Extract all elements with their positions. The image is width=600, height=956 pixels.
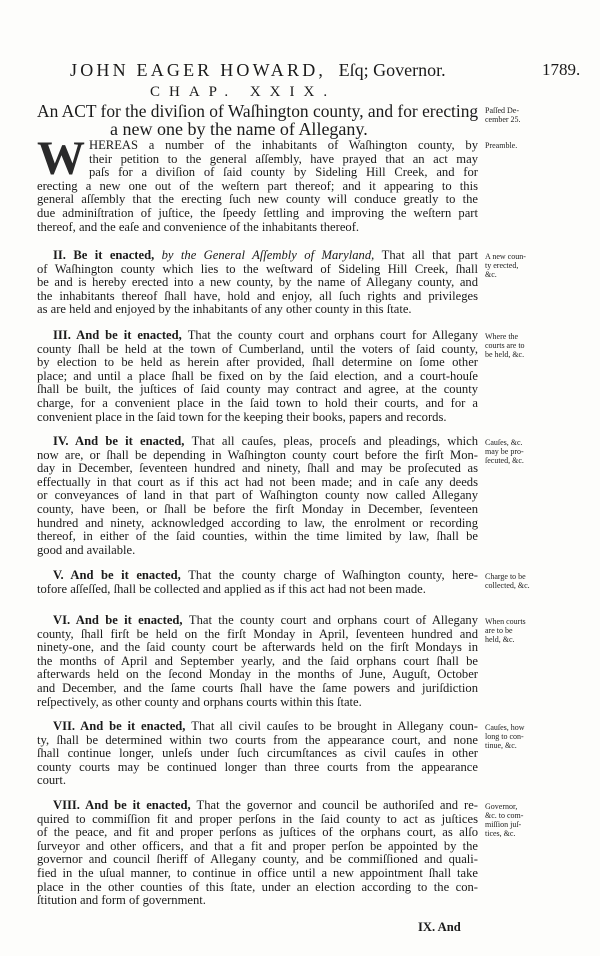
text-line: and December, and the ſame courts ſhall have the ſame powers and juriſdiction: [37, 680, 478, 695]
text-line: II. Be it enacted, by the General Aſſembly of Maryland, That all that part: [53, 248, 478, 262]
margin-note-causes-prosecuted: [485, 438, 575, 465]
chapter-heading: CHAP. XXIX.: [150, 84, 337, 100]
text-line: the inhabitants thereof ſhall have, hold and enjoy, all ſuch rights and privileges: [37, 288, 478, 303]
text-line: thereof, and the eaſe and convenience of the inhabitants thereof.: [37, 219, 360, 234]
text-line: charge, for a convenient place in the ſaid town to hold their courts, and for a: [37, 395, 478, 410]
text-line: ty, ſhall be determined within two courts from the appearance court, and none: [37, 732, 478, 747]
margin-note-line: ſecuted, &c.: [485, 456, 524, 465]
margin-note-line: miſſion juſ-: [485, 820, 522, 829]
margin-note-passed: [485, 106, 575, 124]
text-line: IV. And be it enacted, That all cauſes, pleas, proceſs and pleadings, which: [53, 434, 479, 448]
text-line: county, ſhall firſt be held on the firſt Monday in April, ſeventeen hundred and: [37, 626, 478, 641]
act-title-line-2: a new one by the name of Allegany.: [110, 119, 368, 139]
text-line: of the peace, and fit and proper perſons as juſtices of the orphans court, as alſo: [37, 825, 478, 840]
margin-note-new-county: [485, 252, 575, 279]
margin-note-when-courts: [485, 617, 575, 644]
margin-note-line: Governor,: [485, 802, 518, 811]
enacting-clause: II. Be it enacted,: [53, 248, 162, 262]
margin-note-line: Paſſed De-: [485, 106, 519, 115]
margin-note-line: held, &c.: [485, 635, 515, 644]
text-line: the months of April and September yearly, and the ſaid orphans court ſhall be: [37, 653, 478, 668]
text-line: general aſſembly that the erecting ſuch new county will conduce greatly to the: [37, 192, 478, 207]
text-line: VIII. And be it enacted, That the governor and council be authoriſed and re-: [53, 798, 478, 812]
margin-note-line: Cauſes, how: [485, 723, 525, 732]
text-line: by election to be held as herein after provided, ſhall determine on ſome other: [37, 355, 478, 370]
text-line: ſurveyor and other officers, and that a fit and proper perſon be appointed by the: [37, 838, 478, 853]
governor-title: Eſq; Governor.: [338, 60, 446, 80]
text-line: county courts may be continued longer than three courts from the appearance: [37, 759, 478, 774]
text-line: good and available.: [37, 542, 136, 557]
text-line: effectually in that court as if this act had not been made; and in caſe any deeds: [37, 474, 478, 489]
margin-note-line: &c.: [485, 270, 497, 279]
enacting-clause: VIII. And be it enacted,: [53, 798, 197, 812]
text-line: due adminiſtration of juſtice, the ſpeedy ſettling and improving the weſtern part: [37, 205, 478, 220]
paragraph-preamble: [37, 132, 478, 234]
text-line: governor and council ſheriff of Allegany county, and be commiſſioned and quali-: [37, 852, 478, 867]
enacting-clause: IV. And be it enacted,: [53, 434, 192, 448]
text-line: ninety-one, and the ſaid county court be afterwards held on the firſt Mondays in: [37, 640, 478, 655]
text-line: their petition to the general aſſembly, have prayed that an act may: [89, 151, 478, 166]
text-line: VI. And be it enacted, That the county court and orphans court of Allegany: [53, 613, 478, 627]
margin-note-line: Preamble.: [485, 141, 518, 150]
text-line: paſs for a diviſion of ſaid county by Sideling Hill Creek, and for: [89, 165, 478, 180]
margin-note-line: may be pro-: [485, 447, 524, 456]
margin-note-preamble: [485, 141, 575, 150]
text-line: convenient place in the ſaid town for the keeping their books, papers and records.: [37, 409, 447, 424]
running-header: [70, 60, 581, 81]
text-line: reſpectively, as other county and orphans courts within this ſtate.: [37, 694, 362, 709]
text-line: as are held and enjoyed by the inhabitants of any other county in this ſtate.: [37, 302, 412, 317]
text-line: afterwards held on the ſecond Monday in the months of June, Auguſt, October: [37, 667, 478, 682]
text-line: be and is hereby erected into a new county, by the name of Allegany county, and: [37, 275, 478, 290]
enacting-clause: III. And be it enacted,: [53, 328, 188, 342]
margin-note-line: cember 25.: [485, 115, 521, 124]
governor-name: JOHN EAGER HOWARD,: [70, 60, 327, 80]
margin-note-courts-held: [485, 332, 575, 359]
margin-note-line: A new coun-: [485, 252, 526, 261]
text-line: of Waſhington county which lies to the weſtward of Sideling Hill Creek, ſhall: [37, 261, 478, 276]
margin-note-line: courts are to: [485, 341, 525, 350]
drop-cap: W: [37, 132, 85, 185]
margin-note-line: Where the: [485, 332, 519, 341]
text-line: ſtitution and form of government.: [37, 893, 206, 908]
enacting-clause: VII. And be it enacted,: [53, 719, 192, 733]
text-line: county, have been, or ſhall be before the firſt Monday in December, ſeventeen: [37, 501, 478, 516]
italic-clause: by the General Aſſembly of Maryland,: [161, 248, 382, 262]
margin-note-line: ty erected,: [485, 261, 519, 270]
text-line: thereof, in either of the ſaid counties, within the time limited by law, ſhall be: [37, 529, 478, 544]
margin-note-governor: [485, 802, 575, 838]
margin-note-line: tices, &c.: [485, 829, 516, 838]
margin-note-line: tinue, &c.: [485, 741, 517, 750]
text-line: VII. And be it enacted, That all civil cauſes to be brought in Allegany coun-: [53, 719, 478, 733]
text-line: fied in the uſual manner, to continue in office until a new appointment ſhall take: [37, 865, 478, 880]
paragraph-section-7: [37, 720, 478, 788]
margin-note-line: long to con-: [485, 732, 524, 741]
margin-note-line: Cauſes, &c.: [485, 438, 523, 447]
text-line: or conveyances of land in that part of Waſhington county now called Allegany: [37, 488, 478, 503]
text-line: erecting a new one out of the weſtern part thereof; and it appearing to this: [37, 178, 478, 193]
text-line: court.: [37, 773, 67, 788]
text-line: quired to commiſſion fit and proper perſons in the ſaid county to act as juſtices: [37, 811, 478, 826]
text-line: V. And be it enacted, That the county charge of Waſhington county, here-: [53, 568, 478, 582]
page-year: 1789.: [542, 60, 581, 79]
paragraph-section-3: [37, 329, 478, 424]
text-line: place; and until a place ſhall be fixed on by the ſaid election, and a court-houſe: [37, 368, 478, 383]
margin-note-charge: [485, 572, 575, 590]
text-line: HEREAS a number of the inhabitants of Waſhington county, by: [89, 138, 478, 152]
margin-note-line: be held, &c.: [485, 350, 525, 359]
text-line: place in the other counties of this ſtate, under an election according to the con-: [37, 879, 478, 894]
margin-note-line: are to be: [485, 626, 513, 635]
text-line: ſhall be built, the juſtices of ſaid county may contract and agree, at the county: [37, 382, 478, 397]
margin-note-line: collected, &c.: [485, 581, 530, 590]
catchword: IX. And: [418, 920, 461, 934]
act-title-line-1: An ACT for the diviſion of Waſhington county, and for erecting: [37, 101, 479, 121]
margin-note-line: When courts: [485, 617, 526, 626]
margin-note-causes-continue: [485, 723, 575, 750]
paragraph-section-5: [37, 569, 478, 596]
margin-note-line: Charge to be: [485, 572, 526, 581]
text-line: county ſhall be held at the town of Cumberland, until the voters of ſaid county,: [37, 341, 478, 356]
enacting-clause: V. And be it enacted,: [53, 568, 189, 582]
text-line: day in December, ſeventeen hundred and ninety, ſhall and may be proſecuted as: [37, 461, 478, 476]
text-line: III. And be it enacted, That the county court and orphans court for Allegany: [53, 328, 478, 342]
enacting-clause: VI. And be it enacted,: [53, 613, 189, 627]
text-line: now are, or ſhall be depending in Waſhington county court before the firſt Mon-: [37, 447, 478, 462]
paragraph-section-4: [37, 435, 478, 557]
text-line: ſhall continue longer, unleſs under ſuch circumſtances as civil cauſes in other: [37, 746, 478, 761]
paragraph-section-8: [37, 799, 478, 908]
text-line: hundred and ninety, acknowledged according to law, the enrolment or recording: [37, 515, 478, 530]
paragraph-section-6: [37, 614, 478, 709]
margin-note-line: &c. to com-: [485, 811, 524, 820]
paragraph-section-2: [37, 249, 478, 317]
text-line: tofore aſſeſſed, ſhall be collected and applied as if this act had not been made.: [37, 581, 426, 596]
